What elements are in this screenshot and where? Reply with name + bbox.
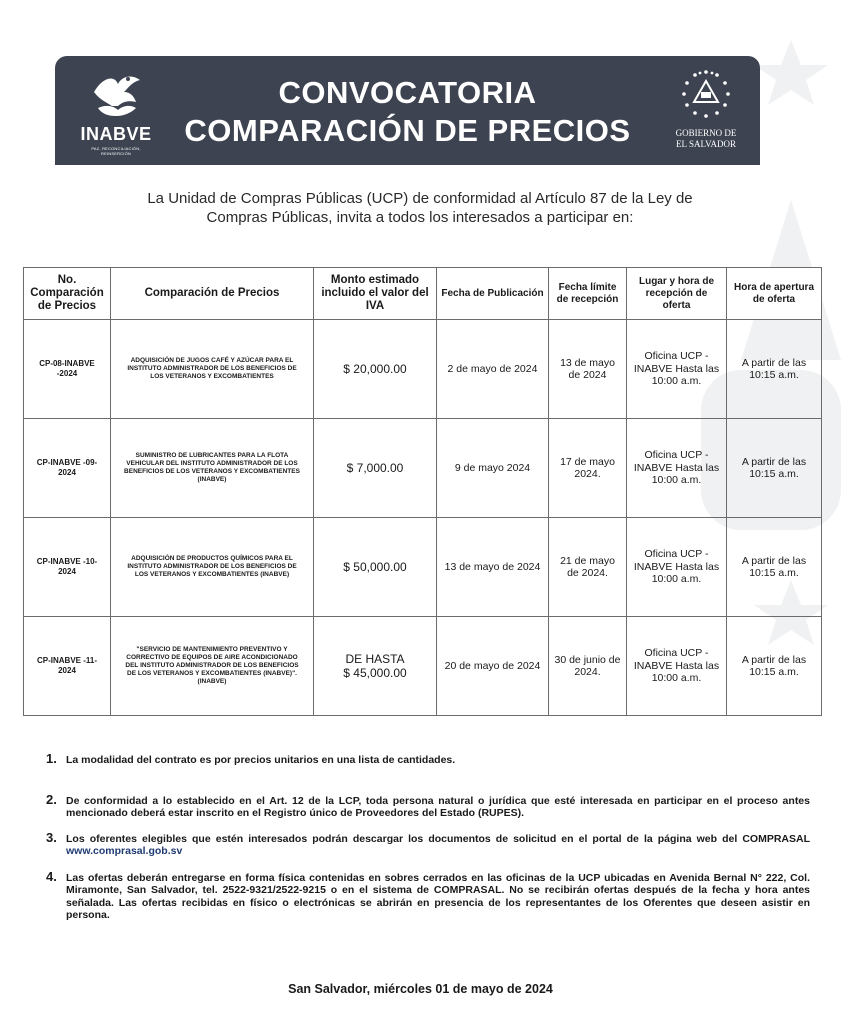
header-fecha-publicacion: Fecha de Publicación [437, 268, 549, 320]
cell-description: "SERVICIO DE MANTENIMIENTO PREVENTIVO Y CORRECTIVO DE EQUIPOS DE AIRE ACONDICIONADO DEL INSTITUTO ADMINISTRADOR DE LOS BENEFICIOS DE LOS VETERANOS Y EXCOMBATIENTES (INABVE)". (INABVE) [111, 617, 314, 716]
cell-code: CP-INABVE -09-2024 [24, 419, 111, 518]
intro-paragraph [60, 189, 780, 227]
inabve-logo-name: INABVE [80, 124, 152, 144]
table-row [24, 617, 822, 716]
inabve-logo [77, 70, 155, 156]
cell-apertura: A partir de las 10:15 a.m. [727, 419, 822, 518]
cell-publicacion: 2 de mayo de 2024 [437, 320, 549, 419]
cell-apertura: A partir de las 10:15 a.m. [727, 617, 822, 716]
header-fecha-limite: Fecha límite de recepción [549, 268, 627, 320]
note-text: Los oferentes elegibles que estén interesados podrán descargar los documentos de solicitud en el portal de la página web del COMPRASAL [66, 832, 810, 845]
inabve-logo-tagline: PAZ, RECONCILIACIÓN, REINSERCIÓN [91, 146, 141, 156]
cell-lugar: Oficina UCP - INABVE Hasta las 10:00 a.m. [627, 419, 727, 518]
note-text: La modalidad del contrato es por precios unitarios en una lista de cantidades. [66, 754, 456, 766]
header-hora-apertura: Hora de apertura de oferta [727, 268, 822, 320]
note-item [44, 751, 810, 767]
cell-apertura: A partir de las 10:15 a.m. [727, 518, 822, 617]
title-line-2: COMPARACIÓN DE PRECIOS [184, 113, 631, 148]
notes-list [44, 750, 810, 922]
cell-code: CP-INABVE -11-2024 [24, 617, 111, 716]
monto-prefix: DE HASTA [345, 652, 405, 666]
cell-apertura: A partir de las 10:15 a.m. [727, 320, 822, 419]
note-item [44, 791, 810, 820]
table-row [24, 320, 822, 419]
cell-publicacion: 9 de mayo 2024 [437, 419, 549, 518]
title-line-1: CONVOCATORIA [278, 75, 537, 110]
cell-publicacion: 13 de mayo de 2024 [437, 518, 549, 617]
cell-description: SUMINISTRO DE LUBRICANTES PARA LA FLOTA VEHICULAR DEL INSTITUTO ADMINISTRADOR DE LOS BENEFICIOS DE LOS VETERANOS Y EXCOMBATIENTES (INABVE) [111, 419, 314, 518]
header-banner [55, 56, 760, 165]
intro-line-2: Compras Públicas, invita a todos los interesados a participar en: [206, 209, 634, 226]
gobierno-logo-line-2: EL SALVADOR [676, 139, 736, 149]
cell-limite: 13 de mayo de 2024 [549, 320, 627, 419]
cell-monto: $ 50,000.00 [314, 518, 437, 617]
dove-hands-icon [88, 70, 144, 122]
note-number: 4. [46, 868, 57, 884]
cell-lugar: Oficina UCP - INABVE Hasta las 10:00 a.m. [627, 518, 727, 617]
page-title [165, 74, 650, 150]
header-monto: Monto estimado incluido el valor del IVA [314, 268, 437, 320]
cell-lugar: Oficina UCP - INABVE Hasta las 10:00 a.m. [627, 320, 727, 419]
cell-lugar: Oficina UCP - INABVE Hasta las 10:00 a.m. [627, 617, 727, 716]
header-no-comparacion: No. Comparación de Precios [24, 268, 111, 320]
note-text: De conformidad a lo establecido en el Art. 12 de la LCP, toda persona natural o jurídica que esté interesada en participar en el proceso antes mencionado deberá estar inscrito en el Registro único de Proveedores del Estado (RUPES). [66, 794, 810, 819]
header-comparacion: Comparación de Precios [111, 268, 314, 320]
table-header-row [24, 268, 822, 320]
procurement-table [23, 267, 822, 716]
table-row [24, 419, 822, 518]
cell-limite: 30 de junio de 2024. [549, 617, 627, 716]
gobierno-logo-line-1: GOBIERNO DE [675, 128, 737, 138]
cell-code: CP-08-INABVE -2024 [24, 320, 111, 419]
coat-of-arms-icon [675, 68, 737, 122]
note-number: 1. [46, 751, 57, 766]
cell-monto [314, 617, 437, 716]
footer-date: San Salvador, miércoles 01 de mayo de 2024 [288, 982, 553, 996]
cell-publicacion: 20 de mayo de 2024 [437, 617, 549, 716]
note-number: 2. [46, 791, 57, 807]
cell-limite: 21 de mayo de 2024. [549, 518, 627, 617]
note-number: 3. [46, 829, 57, 845]
cell-description: ADQUISICIÓN DE PRODUCTOS QUÍMICOS PARA EL INSTITUTO ADMINISTRADOR DE LOS BENEFICIOS DE LOS VETERANOS Y EXCOMBATIENTES (INABVE) [111, 518, 314, 617]
note-item [44, 868, 810, 922]
intro-line-1: La Unidad de Compras Públicas (UCP) de conformidad al Artículo 87 de la Ley de [147, 190, 693, 207]
comprasal-link[interactable]: www.comprasal.gob.sv [66, 845, 183, 857]
cell-monto: $ 20,000.00 [314, 320, 437, 419]
cell-description: ADQUISICIÓN DE JUGOS CAFÉ Y AZÚCAR PARA EL INSTITUTO ADMINISTRADOR DE LOS BENEFICIOS DE LOS VETERANOS Y EXCOMBATIENTES [111, 320, 314, 419]
gobierno-logo [666, 68, 746, 149]
cell-code: CP-INABVE -10-2024 [24, 518, 111, 617]
cell-monto: $ 7,000.00 [314, 419, 437, 518]
monto-value: $ 45,000.00 [343, 666, 407, 680]
table-row [24, 518, 822, 617]
cell-limite: 17 de mayo 2024. [549, 419, 627, 518]
note-text: Las ofertas deberán entregarse en forma física contenidas en sobres cerrados en las oficinas de la UCP ubicadas en Avenida Bernal N° 222, Col. Miramonte, San Salvador, tel. 2522-9321/2522-9215 o en el sistema de COMPRASAL. No se recibirán ofertas después de la fecha y hora antes señalada. Las ofertas recibidas en físico o electrónicas se abrirán en presencia de los representantes de los Oferentes que deseen asistir en persona. [66, 871, 810, 921]
note-item [44, 829, 810, 858]
header-lugar-hora: Lugar y hora de recepción de oferta [627, 268, 727, 320]
